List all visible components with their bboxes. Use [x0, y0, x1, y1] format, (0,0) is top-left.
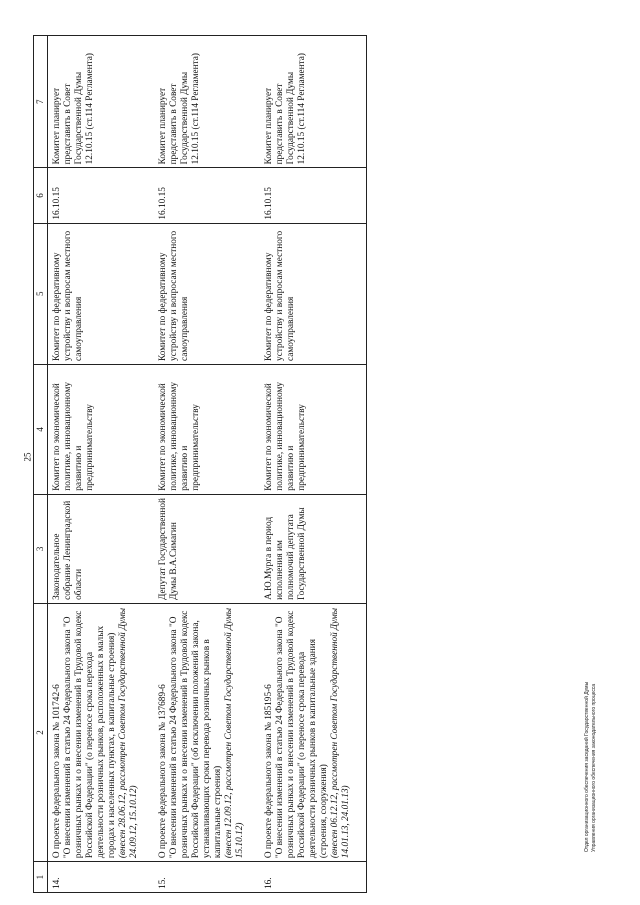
initiator: Законодательное собрание Ленинградской области	[48, 494, 155, 603]
responsible-committee: Комитет по экономической политике, инновационному развитию и предпринимательству	[48, 364, 155, 494]
table-row	[48, 36, 155, 893]
status: Комитет планирует представить в Совет Государственной Думы 12.10.15 (ст.114 Регламента)	[260, 36, 367, 168]
row-number: 15.	[154, 862, 260, 893]
co-committee: Комитет по федеративному устройству и вопросам местного самоуправления	[260, 223, 367, 364]
row-number: 16.	[260, 862, 367, 893]
header-cell: 2	[34, 603, 48, 861]
table-row	[154, 36, 260, 893]
bill-title: О проекте федерального закона № 137689-6	[158, 684, 168, 859]
date: 16.10.15	[154, 168, 260, 223]
header-row	[34, 36, 48, 893]
row-number: 14.	[48, 862, 155, 893]
table-row	[260, 36, 367, 893]
header-cell: 6	[34, 168, 48, 223]
status: Комитет планирует представить в Совет Государственной Думы 12.10.15 (ст.114 Регламента)	[48, 36, 155, 168]
co-committee: Комитет по федеративному устройству и вопросам местного самоуправления	[48, 223, 155, 364]
footer-text	[584, 682, 598, 852]
date: 16.10.15	[260, 168, 367, 223]
bill-title: О проекте федерального закона № 185195-6	[264, 684, 274, 859]
header-cell: 4	[34, 364, 48, 494]
responsible-committee: Комитет по экономической политике, инновационному развитию и предпринимательству	[260, 364, 367, 494]
bill-text: "О внесении изменений в статью 24 Федерального закона "О розничных рынках и о внесении изменений в Трудовой кодекс Российской Федерации" (об исключении положений закона, устанавливающих сроки перевода розничных рынков в капитальные строения)	[169, 610, 223, 859]
page-number: 25	[22, 452, 33, 462]
bill-note: (внесен 12.09.12, рассмотрен Советом Государственной Думы 15.10.12)	[224, 607, 245, 859]
bill-text: "О внесении изменений в статью 24 Федерального закона "О розничных рынках и о внесении изменений в Трудовой кодекс Российской Федерации" (о переносе срока перехода деятельности розничных рынков, расположенных в малых городах и населенных пунктах, в капитальные строения)	[63, 610, 117, 859]
bill-description	[154, 603, 260, 861]
bill-text: "О внесении изменений в статью 24 Федерального закона "О розничных рынках и о внесении изменений в Трудовой кодекс Российской Федерации" (о переносе срока перевода деятельности розничных рынков в капитальные здания (строения, сооружения)	[275, 610, 329, 859]
footer-line-1: Отдел организационного обеспечения заседаний Государственной Думы	[584, 681, 590, 852]
status: Комитет планирует представить в Совет Государственной Думы 12.10.15 (ст.114 Регламента)	[154, 36, 260, 168]
co-committee: Комитет по федеративному устройству и вопросам местного самоуправления	[154, 223, 260, 364]
date: 16.10.15	[48, 168, 155, 223]
bill-description	[260, 603, 367, 861]
initiator: Депутат Государственной Думы В.А.Симагин	[154, 494, 260, 603]
bill-note: (внесен 28.06.12, рассмотрен Советом Государственной Думы 24.09.12, 15.10.12)	[118, 607, 139, 859]
footer-line-2: Управления организационного обеспечения законодательного процесса	[591, 683, 597, 852]
header-cell: 5	[34, 223, 48, 364]
header-cell: 3	[34, 494, 48, 603]
header-cell: 1	[34, 862, 48, 893]
header-cell: 7	[34, 36, 48, 168]
bill-note: (внесен 06.12.12, рассмотрен Советом Государственной Думы 14.01.13, 24.01.13)	[330, 607, 351, 859]
initiator: А.Ю.Мурга в период исполнения им полномочий депутата Государственной Думы	[260, 494, 367, 603]
bill-description	[48, 603, 155, 861]
registry-table	[33, 35, 367, 893]
bill-title: О проекте федерального закона № 101742-6	[52, 684, 62, 859]
responsible-committee: Комитет по экономической политике, инновационному развитию и предпринимательству	[154, 364, 260, 494]
